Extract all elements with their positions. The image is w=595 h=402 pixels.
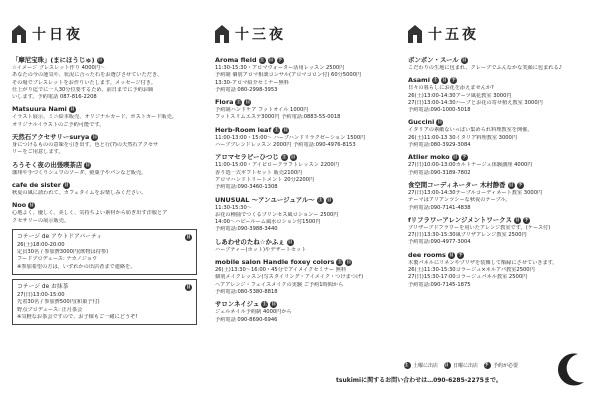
day-badge-icon: 日 bbox=[85, 162, 91, 168]
column-header bbox=[12, 16, 197, 52]
shop-detail: 予約電話 080-2998-3953 bbox=[215, 86, 278, 93]
day-badge-icon: 予 bbox=[461, 155, 467, 161]
shop-detail: イタリアの素敵ないっぱい集められ料理教室を開催。 bbox=[408, 127, 533, 134]
day-badge-icon: 日 bbox=[268, 58, 274, 63]
day-badge-icon: 土 bbox=[317, 197, 323, 203]
day-badge-icon: 日 bbox=[290, 155, 296, 161]
house-icon bbox=[408, 25, 422, 43]
shop-title bbox=[215, 258, 400, 267]
shop-entry bbox=[12, 201, 197, 225]
shop-title bbox=[215, 56, 400, 65]
shop-detail: 11:00-15:00・アイピロークラフトレッスン 2200円 bbox=[215, 162, 339, 169]
shop-name: ボンボン・スール bbox=[408, 56, 459, 64]
shop-name: ろうそく夜の出張喫茶店 bbox=[12, 160, 83, 169]
event-detail: 野点プロデュース: 正月茶会 bbox=[17, 306, 83, 313]
shop-detail: 27(日)15:30-17:00コラージュパネル教室 2500円 bbox=[408, 274, 528, 281]
shop-entry bbox=[12, 181, 197, 197]
shop-title bbox=[12, 105, 197, 114]
shop-detail: 身につけるものの意味を引き出す、色と行(?)の天然石アクセサ bbox=[12, 142, 159, 149]
shop-detail: 日々の暮らしにお花を添えませんか? bbox=[408, 85, 494, 92]
event-title: コテージ de アウトドアパーティ bbox=[17, 233, 103, 240]
shop-entry bbox=[12, 56, 197, 101]
shop-detail: あなたの今の運気や、状況に合った石をお選びさせていただき、 bbox=[12, 72, 163, 79]
shop-detail: 予約電話:090-4977-3004 bbox=[408, 239, 471, 246]
day-badge-icon: 日 bbox=[186, 285, 191, 291]
column-jusanya bbox=[215, 0, 400, 328]
shop-detail: フットスリムエステ3000円 予約電話:0883-55-0018 bbox=[215, 114, 341, 121]
shop-entry bbox=[12, 133, 197, 157]
shop-detail: 26(土)11:30-15:30コラージュ×ネルアパ教室2500円 bbox=[408, 267, 535, 274]
day-badge-icon: 日 bbox=[287, 239, 293, 245]
event-detail: ※参加希望の方は、いずれかの出店者まで連絡を。 bbox=[17, 263, 136, 270]
shop-detail: 予約電話:090-7145-1875 bbox=[408, 281, 471, 288]
sat-badge-icon: 土 bbox=[404, 362, 411, 369]
shop-entry bbox=[215, 153, 400, 191]
day-badge-icon: 土 bbox=[262, 302, 268, 308]
shop-detail: ジェルネイル予約制 4000円から bbox=[215, 309, 292, 316]
shop-detail: 秋夏の風に誘われて。カフェタイムをお楽しみください。 bbox=[12, 189, 147, 196]
shop-detail: お花の種抽でつくるプリンセス風ロションー 2500円 bbox=[215, 211, 339, 218]
shop-name: アロマセラピーひつじ bbox=[215, 153, 279, 162]
crescent-moon-icon bbox=[556, 352, 586, 390]
shop-detail: ハーブティー(ホット)やデザートセット bbox=[215, 246, 307, 253]
shop-entry bbox=[215, 258, 400, 296]
shop-entry bbox=[408, 216, 588, 247]
shop-detail: 仕上がり迄でに一人30分位要するため、前日までに予約お願 bbox=[12, 86, 154, 93]
column-jugoya bbox=[408, 0, 588, 293]
shop-title bbox=[12, 201, 197, 210]
day-badge-icon: 予 bbox=[524, 217, 529, 223]
shop-name: Guccini bbox=[408, 118, 435, 127]
day-badge-icon: 日 bbox=[515, 217, 520, 223]
shop-entry bbox=[215, 238, 400, 254]
event-box-outdoor-party bbox=[12, 229, 197, 275]
shop-detail: 予約電話:080-5380-8818 bbox=[215, 288, 278, 295]
shop-detail: テーマはアリアンツシーな秋夜のテーブル。 bbox=[408, 197, 511, 204]
day-badge-icon: 日 bbox=[452, 155, 458, 161]
day-badge-icon: 日 bbox=[245, 100, 251, 106]
shop-detail: オリジナルイラストのご予約可能です。 bbox=[12, 121, 105, 128]
shop-entry bbox=[215, 300, 400, 324]
shop-detail: 13:30-アロマ紹介セミナー無料 bbox=[215, 79, 289, 86]
day-badge-icon: 予 bbox=[458, 252, 463, 258]
shop-name: Noo bbox=[12, 201, 27, 210]
shop-name: サロンネイジュ bbox=[215, 300, 260, 309]
shop-detail: 27(日)13:00-14:30テーブルコーディネート教室 3000円 bbox=[408, 189, 543, 196]
house-icon bbox=[215, 25, 229, 43]
day-badge-icon: 日 bbox=[508, 182, 514, 188]
legend-reserve: 予 予約が必要 bbox=[484, 363, 519, 369]
shop-entry bbox=[408, 56, 588, 72]
night-title: 十五夜 bbox=[428, 27, 479, 43]
shop-detail: 香り処一式ギフトセット 販売2100円 bbox=[215, 169, 303, 176]
legend-sat: 土 土曜に出店 bbox=[404, 363, 439, 369]
day-badge-icon: 日 bbox=[437, 120, 443, 126]
shop-title bbox=[12, 181, 197, 190]
shop-title bbox=[12, 161, 197, 170]
shop-title bbox=[215, 98, 400, 107]
shop-name: UNUSUAL 〜アンユージュアル〜 bbox=[215, 195, 315, 204]
shop-title bbox=[215, 153, 400, 162]
shop-name: 天然石アクセサリーsurya bbox=[12, 133, 90, 142]
shop-detail: 11:30-15:30・アロマウォーター活用レッスン 2500円 bbox=[215, 65, 345, 71]
shop-detail: いします。予約電話 087-816-2208 bbox=[12, 94, 97, 101]
shop-title bbox=[408, 118, 588, 127]
day-badge-icon: 日 bbox=[70, 107, 75, 113]
legend-sun: 日 日曜に出店 bbox=[444, 363, 479, 369]
shop-detail: 予約電話 090-8690-6946 bbox=[215, 316, 278, 323]
entry-list bbox=[408, 56, 588, 289]
shop-detail: 26(土)13:00-14:30アーツ風花教室 3000円 bbox=[408, 92, 512, 99]
event-detail: ※気軽なお茶会ですので、お子様もご一緒にどうぞ! bbox=[17, 313, 138, 320]
shop-name: fリフラワーアレンジメントワークス bbox=[408, 215, 512, 224]
shop-title bbox=[408, 181, 588, 190]
shop-detail: 木製パネルにリネンやプリザを装飾して額縁にさせていきます。 bbox=[408, 259, 558, 266]
shop-name: Asami bbox=[408, 76, 430, 85]
shop-name: 「摩尼宝珠」(まにほうじゅ) bbox=[12, 56, 95, 64]
shop-entry bbox=[12, 105, 197, 129]
shop-entry bbox=[408, 181, 588, 212]
day-badge-icon: 土 bbox=[259, 58, 265, 63]
day-badge-icon: 日 bbox=[442, 78, 447, 84]
shop-title bbox=[215, 300, 400, 309]
event-title: コテージ de お抹茶 bbox=[17, 284, 69, 291]
shop-detail: プリザーブドフラワーを用いたアレンジ教室です。(ケース付) bbox=[408, 224, 551, 231]
day-badge-icon: 日 bbox=[64, 182, 69, 188]
shop-name: dee rooms bbox=[408, 250, 446, 259]
event-detail: 26(土)18:00-20:00 bbox=[17, 241, 65, 248]
shop-entry bbox=[408, 153, 588, 177]
shop-entry bbox=[408, 118, 588, 149]
shop-title bbox=[12, 133, 197, 142]
shop-entry bbox=[408, 76, 588, 114]
shop-detail: 予約制 個別アロマ相談コンサル(アロマコロン付) 60分5000円 bbox=[215, 72, 362, 79]
shop-detail: 予約電話:090-1000-5018 bbox=[408, 107, 471, 114]
shop-detail: 心地よく、優しく、美しく、気持ちよい素材から紡ぎ出す洋服とア bbox=[12, 210, 168, 217]
shop-title bbox=[215, 238, 400, 247]
shop-detail: イラスト展示、ミニ絵本販売、オリジナルカード、ポストカード販売。 bbox=[12, 114, 177, 121]
day-badge-icon: 土 bbox=[274, 127, 280, 133]
shop-detail: 予約電話:090-3460-1308 bbox=[215, 184, 278, 191]
shop-detail: 個別メイクレッスン(写スタイリング・アイメイク・つけまつげ) bbox=[215, 274, 364, 281]
shop-detail: こだわりの生地に包まれ、クレープでふんなかな笑顔に包まれる♪ bbox=[408, 65, 562, 71]
shop-title bbox=[12, 56, 197, 65]
shop-detail: 珈琲や手づくりシュワのソーダ、焼菓子やパンなど販売。 bbox=[12, 169, 147, 176]
shop-detail: 27(日)13:00-14:30ハーブとお花の寄せ植え教室 3000円 bbox=[408, 99, 543, 106]
day-badge-icon: 日 bbox=[29, 203, 34, 209]
shop-name: Aroma field bbox=[215, 56, 257, 64]
shop-detail: 予約制ハンドケア フットオイル 1000円 bbox=[215, 107, 309, 114]
event-detail: 先着30名 / 参加費500円(和菓子付) bbox=[17, 299, 100, 306]
night-title: 十三夜 bbox=[235, 27, 286, 43]
shop-detail: ハーブブレンドレッスン 2000円 予約電話:090-4976-8153 bbox=[215, 142, 356, 149]
shop-detail: 27(日)10:00-13:00カルトナージュ体験講座 4000円 bbox=[408, 162, 533, 169]
shop-name: cafe de sister bbox=[12, 180, 61, 189]
day-badge-icon: 日 bbox=[186, 234, 191, 240]
day-badge-icon: 土 bbox=[337, 260, 343, 266]
entry-list bbox=[12, 56, 197, 225]
house-icon bbox=[12, 25, 26, 43]
shop-detail: 26(土)11:00-13 30イタリア料理教室 3000円 bbox=[408, 134, 518, 141]
day-badge-icon: 土 bbox=[433, 78, 438, 84]
shop-title bbox=[215, 196, 400, 205]
contact-info: tsukimiに関するお問い合わせは…090-6285-2275まで。 bbox=[336, 377, 502, 384]
shop-detail: その場でブレスレットをお作りいたします。メッセージ付き。 bbox=[12, 79, 156, 86]
event-detail: フードプロデュース: ナカノジョウ bbox=[17, 256, 98, 263]
event-detail: 27(日)13:00-15:00 bbox=[17, 292, 65, 299]
shop-detail: 11:30-15:30〜 bbox=[215, 204, 252, 211]
day-badge-icon: 予 bbox=[277, 58, 283, 63]
shop-detail: 予約電話:090-3988-3440 bbox=[215, 226, 278, 233]
event-box-matcha bbox=[12, 279, 197, 325]
column-header bbox=[408, 16, 588, 52]
shop-title bbox=[408, 251, 588, 260]
shop-name: Atlier moko bbox=[408, 153, 450, 162]
shop-entry bbox=[215, 126, 400, 150]
day-badge-icon: 土 bbox=[281, 155, 287, 161]
shop-entry bbox=[215, 56, 400, 94]
entry-list bbox=[215, 56, 400, 324]
shop-entry bbox=[215, 98, 400, 122]
shop-detail: 27(日)13:30-15:30風プリザアレンジ教室 2500円 bbox=[408, 232, 527, 239]
day-badge-icon: 予 bbox=[517, 182, 523, 188]
shop-entry bbox=[12, 161, 197, 177]
event-detail: 定員30名 / 参加費3000円(飲物は持参) bbox=[17, 249, 109, 256]
day-badge-icon: 日 bbox=[92, 135, 98, 141]
shop-name: 食空間コーディネーター 木村静香 bbox=[408, 180, 506, 189]
shop-title bbox=[408, 76, 588, 85]
shop-detail: 予約電話:080-3929-3084 bbox=[408, 142, 471, 149]
column-tokanya bbox=[12, 0, 197, 325]
shop-detail: 予約電話:090-7141-4838 bbox=[408, 204, 471, 211]
shop-detail: リーをご用意します。 bbox=[12, 149, 64, 156]
shop-name: しあわせのたね☆かふぇ bbox=[215, 237, 285, 246]
day-badge-icon: 予 bbox=[451, 78, 456, 84]
shop-detail: ヘアアレンジ・フェイスメイクの実験 ご予約1時間から bbox=[215, 281, 344, 288]
shop-detail: クセサリーの展示販売。 bbox=[12, 217, 70, 224]
shop-detail: 11:00-13:00・15:00〜 ハーブハンドリラクゼーション 1500円 bbox=[215, 134, 366, 141]
shop-title bbox=[215, 126, 400, 135]
shop-title bbox=[408, 216, 588, 225]
shop-detail: アロマハンドトリートメント 20分2200円 bbox=[215, 176, 315, 183]
shop-title bbox=[408, 56, 588, 65]
day-badge-icon: 日 bbox=[346, 260, 352, 266]
sun-badge-icon: 日 bbox=[444, 362, 451, 369]
legend bbox=[404, 362, 518, 369]
reserve-badge-icon: 予 bbox=[484, 362, 491, 369]
shop-name: Herb-Room leaf bbox=[215, 125, 272, 134]
day-badge-icon: 日 bbox=[449, 252, 454, 258]
shop-name: Flora bbox=[215, 98, 234, 107]
day-badge-icon: 日 bbox=[326, 197, 332, 203]
shop-entry bbox=[408, 251, 588, 289]
shop-detail: 予約電話:090-3189-7802 bbox=[408, 169, 471, 176]
shop-detail: ☆イメージ ブレスレット作り 4000円〜 bbox=[12, 65, 106, 71]
shop-name: mobile salon Handle foxey colors bbox=[215, 258, 335, 267]
shop-detail: 14:00〜ハピールーム風水ロション付1500円 bbox=[215, 219, 321, 226]
shop-detail: 26(土)13:30〜16:00・45分でアイメイクセミナー 無料 bbox=[215, 267, 347, 274]
day-badge-icon: 日 bbox=[283, 127, 289, 133]
shop-name: Matsuura Nami bbox=[12, 105, 67, 114]
night-title: 十日夜 bbox=[32, 27, 83, 43]
day-badge-icon: 日 bbox=[97, 58, 103, 63]
day-badge-icon: 日 bbox=[271, 302, 277, 308]
column-header bbox=[215, 16, 400, 52]
day-badge-icon: 日 bbox=[461, 58, 467, 63]
shop-title bbox=[408, 153, 588, 162]
day-badge-icon: 土 bbox=[236, 100, 242, 106]
shop-entry bbox=[215, 196, 400, 234]
